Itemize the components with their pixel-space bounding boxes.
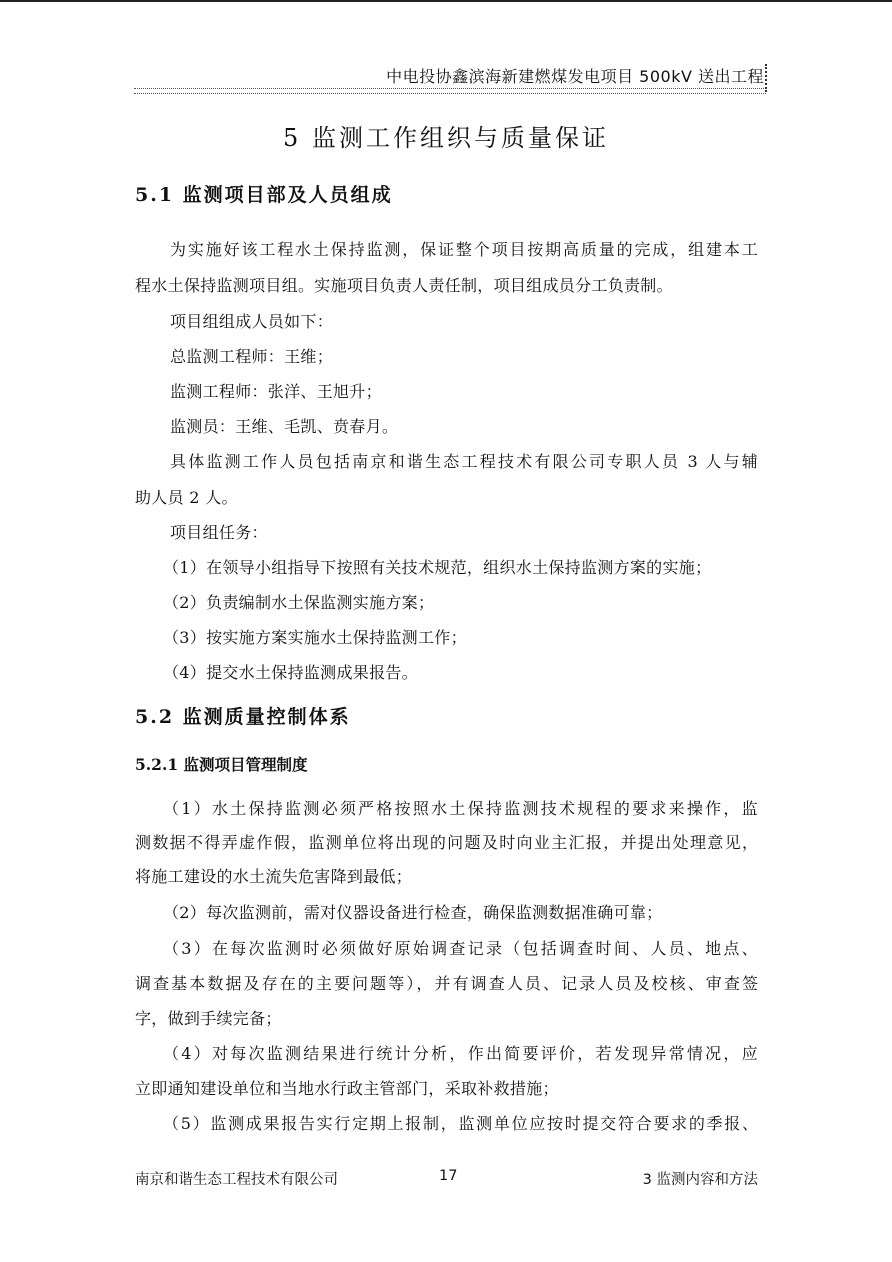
paragraph-line: （5）监测成果报告实行定期上报制，监测单位应按时提交符合要求的季报、 (163, 1114, 758, 1133)
paragraph-line: （1）水土保持监测必须严格按照水土保持监测技术规程的要求来操作，监 (163, 799, 758, 818)
paragraph-line: 监测工程师：张洋、王旭升； (170, 382, 382, 401)
paragraph-line: 为实施好该工程水土保持监测，保证整个项目按期高质量的完成，组建本工 (170, 240, 758, 259)
paragraph-line: 项目组组成人员如下： (170, 312, 334, 331)
paragraph-line: 立即通知建设单位和当地水行政主管部门，采取补救措施； (135, 1079, 559, 1098)
paragraph-line: （2）每次监测前，需对仪器设备进行检查，确保监测数据准确可靠； (163, 903, 663, 922)
paragraph-line: 测数据不得弄虚作假，监测单位将出现的问题及时向业主汇报，并提出处理意见， (135, 833, 758, 852)
paragraph-line: 项目组任务： (170, 523, 268, 542)
paragraph-line: （4）对每次监测结果进行统计分析，作出简要评价，若发现异常情况，应 (163, 1044, 758, 1063)
paragraph-line: 监测员：王维、毛凯、贲春月。 (170, 417, 399, 436)
subsection-heading-5-2-1: 5.2.1 监测项目管理制度 (135, 755, 308, 774)
page-number: 17 (439, 1168, 458, 1184)
header-divider-tick (765, 64, 768, 92)
header-divider (134, 88, 766, 94)
paragraph-line: 总监测工程师：王维； (170, 347, 334, 366)
section-heading-5-1: 5.1 监测项目部及人员组成 (135, 184, 393, 206)
paragraph-line: 助人员 2 人。 (135, 488, 238, 507)
footer-section: 3 监测内容和方法 (642, 1172, 758, 1188)
footer-company: 南京和谐生态工程技术有限公司 (135, 1172, 338, 1188)
paragraph-line: 字，做到手续完备； (135, 1009, 282, 1028)
paragraph-line: 程水土保持监测项目组。实施项目负责人责任制，项目组成员分工负责制。 (135, 276, 673, 295)
list-item: （2）负责编制水土保监测实施方案； (163, 593, 435, 612)
paragraph-line: 具体监测工作人员包括南京和谐生态工程技术有限公司专职人员 3 人与辅 (170, 452, 758, 471)
paragraph-line: （3）在每次监测时必须做好原始调查记录（包括调查时间、人员、地点、 (163, 939, 758, 958)
running-header-title: 中电投协鑫滨海新建燃煤发电项目 500kV 送出工程 (386, 67, 764, 86)
top-border-rule (0, 0, 892, 2)
chapter-title: 5 监测工作组织与质量保证 (283, 124, 609, 152)
section-heading-5-2: 5.2 监测质量控制体系 (135, 706, 351, 728)
paragraph-line: 将施工建设的水土流失危害降到最低； (135, 867, 413, 886)
list-item: （1）在领导小组指导下按照有关技术规范，组织水土保持监测方案的实施； (163, 558, 712, 577)
list-item: （4）提交水土保持监测成果报告。 (163, 663, 418, 682)
list-item: （3）按实施方案实施水土保持监测工作； (163, 628, 467, 647)
paragraph-line: 调查基本数据及存在的主要问题等），并有调查人员、记录人员及校核、审查签 (135, 974, 758, 993)
